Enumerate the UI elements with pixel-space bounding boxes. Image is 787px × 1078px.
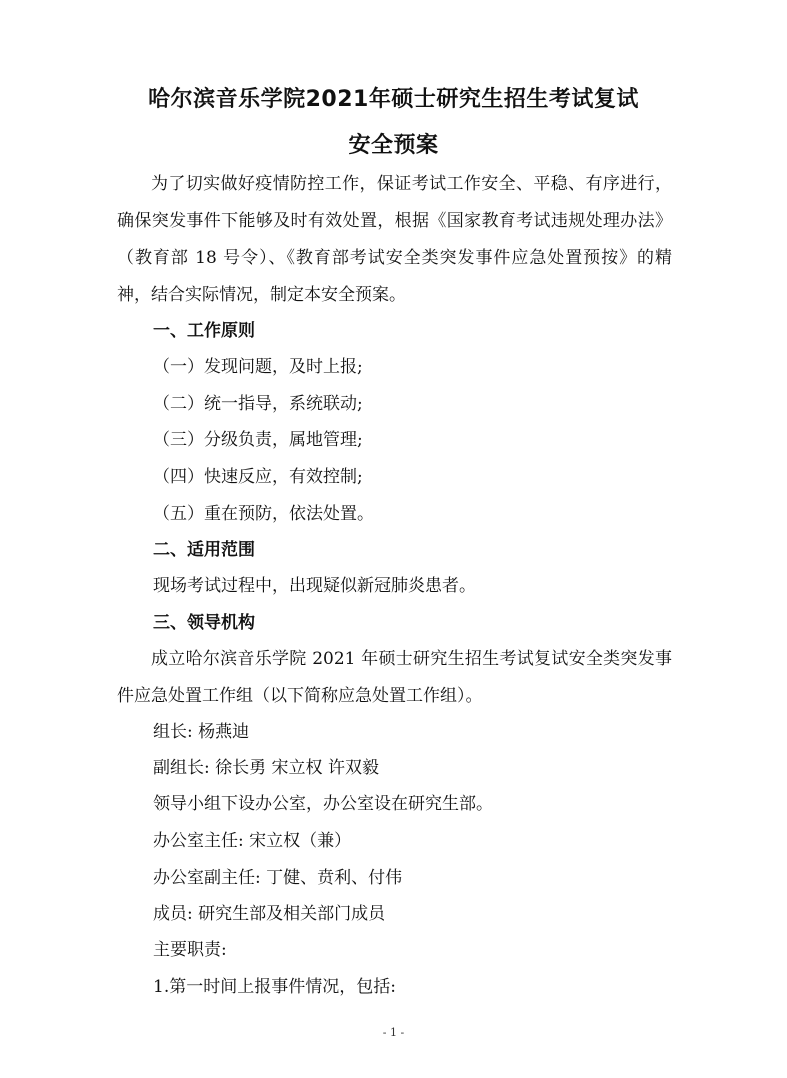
page-number: - 1 - bbox=[382, 1026, 405, 1039]
office-director-line: 办公室主任: 宋立权（兼） bbox=[153, 831, 352, 851]
section-heading-scope: 二、适用范围 bbox=[153, 540, 255, 560]
section-heading-principles: 一、工作原则 bbox=[153, 321, 255, 341]
scope-text: 现场考试过程中，出现疑似新冠肺炎患者。 bbox=[153, 576, 476, 596]
principle-item-4: （四）快速反应，有效控制; bbox=[153, 467, 363, 487]
document-title-line2: 安全预案 bbox=[348, 133, 439, 158]
intro-paragraph: 为了切实做好疫情防控工作，保证考试工作安全、平稳、有序进行，确保突发事件下能够及时有效处置，根据《国家教育考试违规处理办法》（教育部 18 号令）、《教育部考试安全类突发事件应急处置预按》的精神，结合实际情况，制定本安全预案。 bbox=[117, 174, 672, 305]
members-line: 成员: 研究生部及相关部门成员 bbox=[153, 904, 386, 924]
deputy-leaders-line: 副组长: 徐长勇 宋立权 许双毅 bbox=[153, 758, 379, 778]
leadership-paragraph: 成立哈尔滨音乐学院 2021 年硕士研究生招生考试复试安全类突发事件应急处置工作组（以下简称应急处置工作组）。 bbox=[117, 649, 672, 706]
office-deputy-line: 办公室副主任: 丁健、贲利、付伟 bbox=[153, 868, 403, 888]
leader-line: 组长: 杨燕迪 bbox=[153, 722, 250, 742]
duty-item-1: 1.第一时间上报事件情况，包括: bbox=[153, 977, 396, 997]
principle-item-2: （二）统一指导，系统联动; bbox=[153, 394, 363, 414]
principle-item-5: （五）重在预防，依法处置。 bbox=[153, 504, 374, 524]
document-title-line1: 哈尔滨音乐学院2021年硕士研究生招生考试复试 bbox=[148, 87, 639, 112]
duties-label: 主要职责: bbox=[153, 940, 227, 960]
principle-item-1: （一）发现问题，及时上报; bbox=[153, 357, 363, 377]
section-heading-leadership: 三、领导机构 bbox=[153, 613, 255, 633]
office-setup-line: 领导小组下设办公室，办公室设在研究生部。 bbox=[153, 794, 493, 814]
principle-item-3: （三）分级负责，属地管理; bbox=[153, 430, 363, 450]
